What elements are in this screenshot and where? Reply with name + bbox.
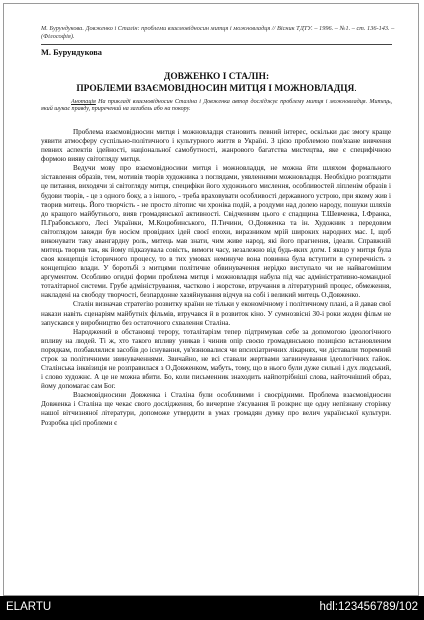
- title-line-2: [41, 84, 392, 96]
- article-body: [41, 128, 391, 428]
- abstract-label: Анотація: [71, 99, 96, 105]
- repository-footer: [0, 596, 424, 620]
- header-citation: М. Бурундукова. Довженко і Сталін: проблеми взаємовідносин митця і можновладця // Вісник ТДТУ. – 1996. – №1. – ст. 136-143. – (Філософія).: [41, 25, 395, 41]
- title-line-1: ДОВЖЕНКО І СТАЛІН:: [163, 72, 270, 82]
- abstract: [41, 99, 392, 114]
- paragraph: Сталін визначав стратегію розвитку країни не тільки у економічному і політичному плані, а й давав свої накази навіть сценаріям майбутніх фільмів, втручався й в розвиток кіно. У сумнозвісні 30-і роки жоден фільм не запускався у виробництво без остаточного схвалення Сталіна.: [41, 300, 391, 327]
- paragraph: Ведучи мову про взаємовідносини митця і можновладця, не можна йти шляхом формального зіставлення образів, тем, мотивів творів художника з поглядами, уявленнями можновладця. Необхідно розглядати це питання, виходячи зі світогляду митця, специфіки його художнього мислення, особливостей ліпленім образів і будови творів, - це з одного боку, а з іншого, - треба враховувати особливості державного устрою, при якому жив і творив митець. Його творчість - не просто літопис чи хроніка подій, а роздуми над долею народу, пошуки шляхів до кращого майбутнього, вияв громадянської активності. Свідченням цього є спадщина Т.Шевченка, І.Франка, П.Грабовського, Лесі Українки, М.Коцюбинського, П.Тичини, О.Довженка та ін. Художник з передовим світоглядом завжди був носієм провідних ідей своєї епохи, виразником мрій широких народних мас. І, щоб виконувати таку авангардну роль, митець мав знати, чим живе народ, які його прагнення, ідеали. Справжній митець творив так, як йому підказувала совість, вимоги часу, незалежно від будь-яких догм. І якщо у митця була своя концепція історичного процесу, то в тих умовах неминуче вона повинна була вступити в суперечність з концепцією влади. У боротьбі з митцями політичне обвинувачення нерідко виступало чи не найвагомішим аргументом. Особливо огидні форми проблема митця і можновладця набула під час адміністративно-командної тоталітарної системи. Грубе адміністрування, частково і жорстоке, втручання в літературний процес, обмеження, накладені на свободу творчості, безпардонне хазяйнування відчув на собі і великий митець О.Довженко.: [41, 164, 391, 300]
- header-divider: [41, 44, 392, 45]
- handle-identifier: hdl:123456789/102: [319, 601, 418, 613]
- paragraph: Взаємовідносини Довженка і Сталіна були особливими і своєрідними. Проблема взаємовідносин Довженка і Сталіна ще чекає свого дослідження, бо вичерпне з'ясування її розкриє ще одну непізнану сторінку нашої вітчизняної літератури, допоможе утвердити в умах громадян думку про велич української культури. Розробка цієї проблеми є: [41, 391, 391, 427]
- author-name: М. Бурундукова: [41, 48, 102, 57]
- abstract-text: На прикладі взаємовідносин Сталіна і Довженка автор досліджує проблему митця і можновладця. Митець, який шукає правду, приречений на загибель або на покору.: [41, 99, 392, 113]
- repository-name: ELARTU: [6, 601, 52, 613]
- title-line-2-text: ПРОБЛЕМИ ВЗАЄМОВІДНОСИН МИТЦЯ І МОЖНОВЛАДЦЯ: [76, 83, 355, 94]
- article-title: [41, 72, 392, 95]
- scanned-page: [3, 3, 419, 596]
- title-period: .: [354, 83, 357, 94]
- paragraph: Проблема взаємовідносин митця і можновладця становить певний інтерес, оскільки дає змогу краще уявити атмосферу суспільно-політичного і культурного життя в Україні. З цією проблемою пов'язане вивчення певних аспектів ідейності, національної самобутності, жанрового багатства мистецтва, яке є специфічною формою вияву світогляду митця.: [41, 128, 391, 164]
- paragraph: Народжений в обстановці терору, тоталітарізм тепер підтримував себе за допомогою ідеологічного впливу на людей. Ті ж, хто такого впливу уникав і чинив опір своєю громадянською позицією встановленим порядкам, позбавлялися засобів до існування, ув'язнювалися чи впсихіатричних лікарнях, чи діставали тюремний строк за політичними звинуваченнями. Звичайно, не всі ставали жертвами загвинчування ідеологічних гайок. Сталінська інквізиція не розправилася з О.Довженком, мабуть, тому, що в нього були дуже сильні і дух людський, і слово художнє. А це не можна вбити. Бо, коли письменник знаходить найпотрібніші слова, найточніший образ, йому допомагає сам Бог.: [41, 327, 391, 391]
